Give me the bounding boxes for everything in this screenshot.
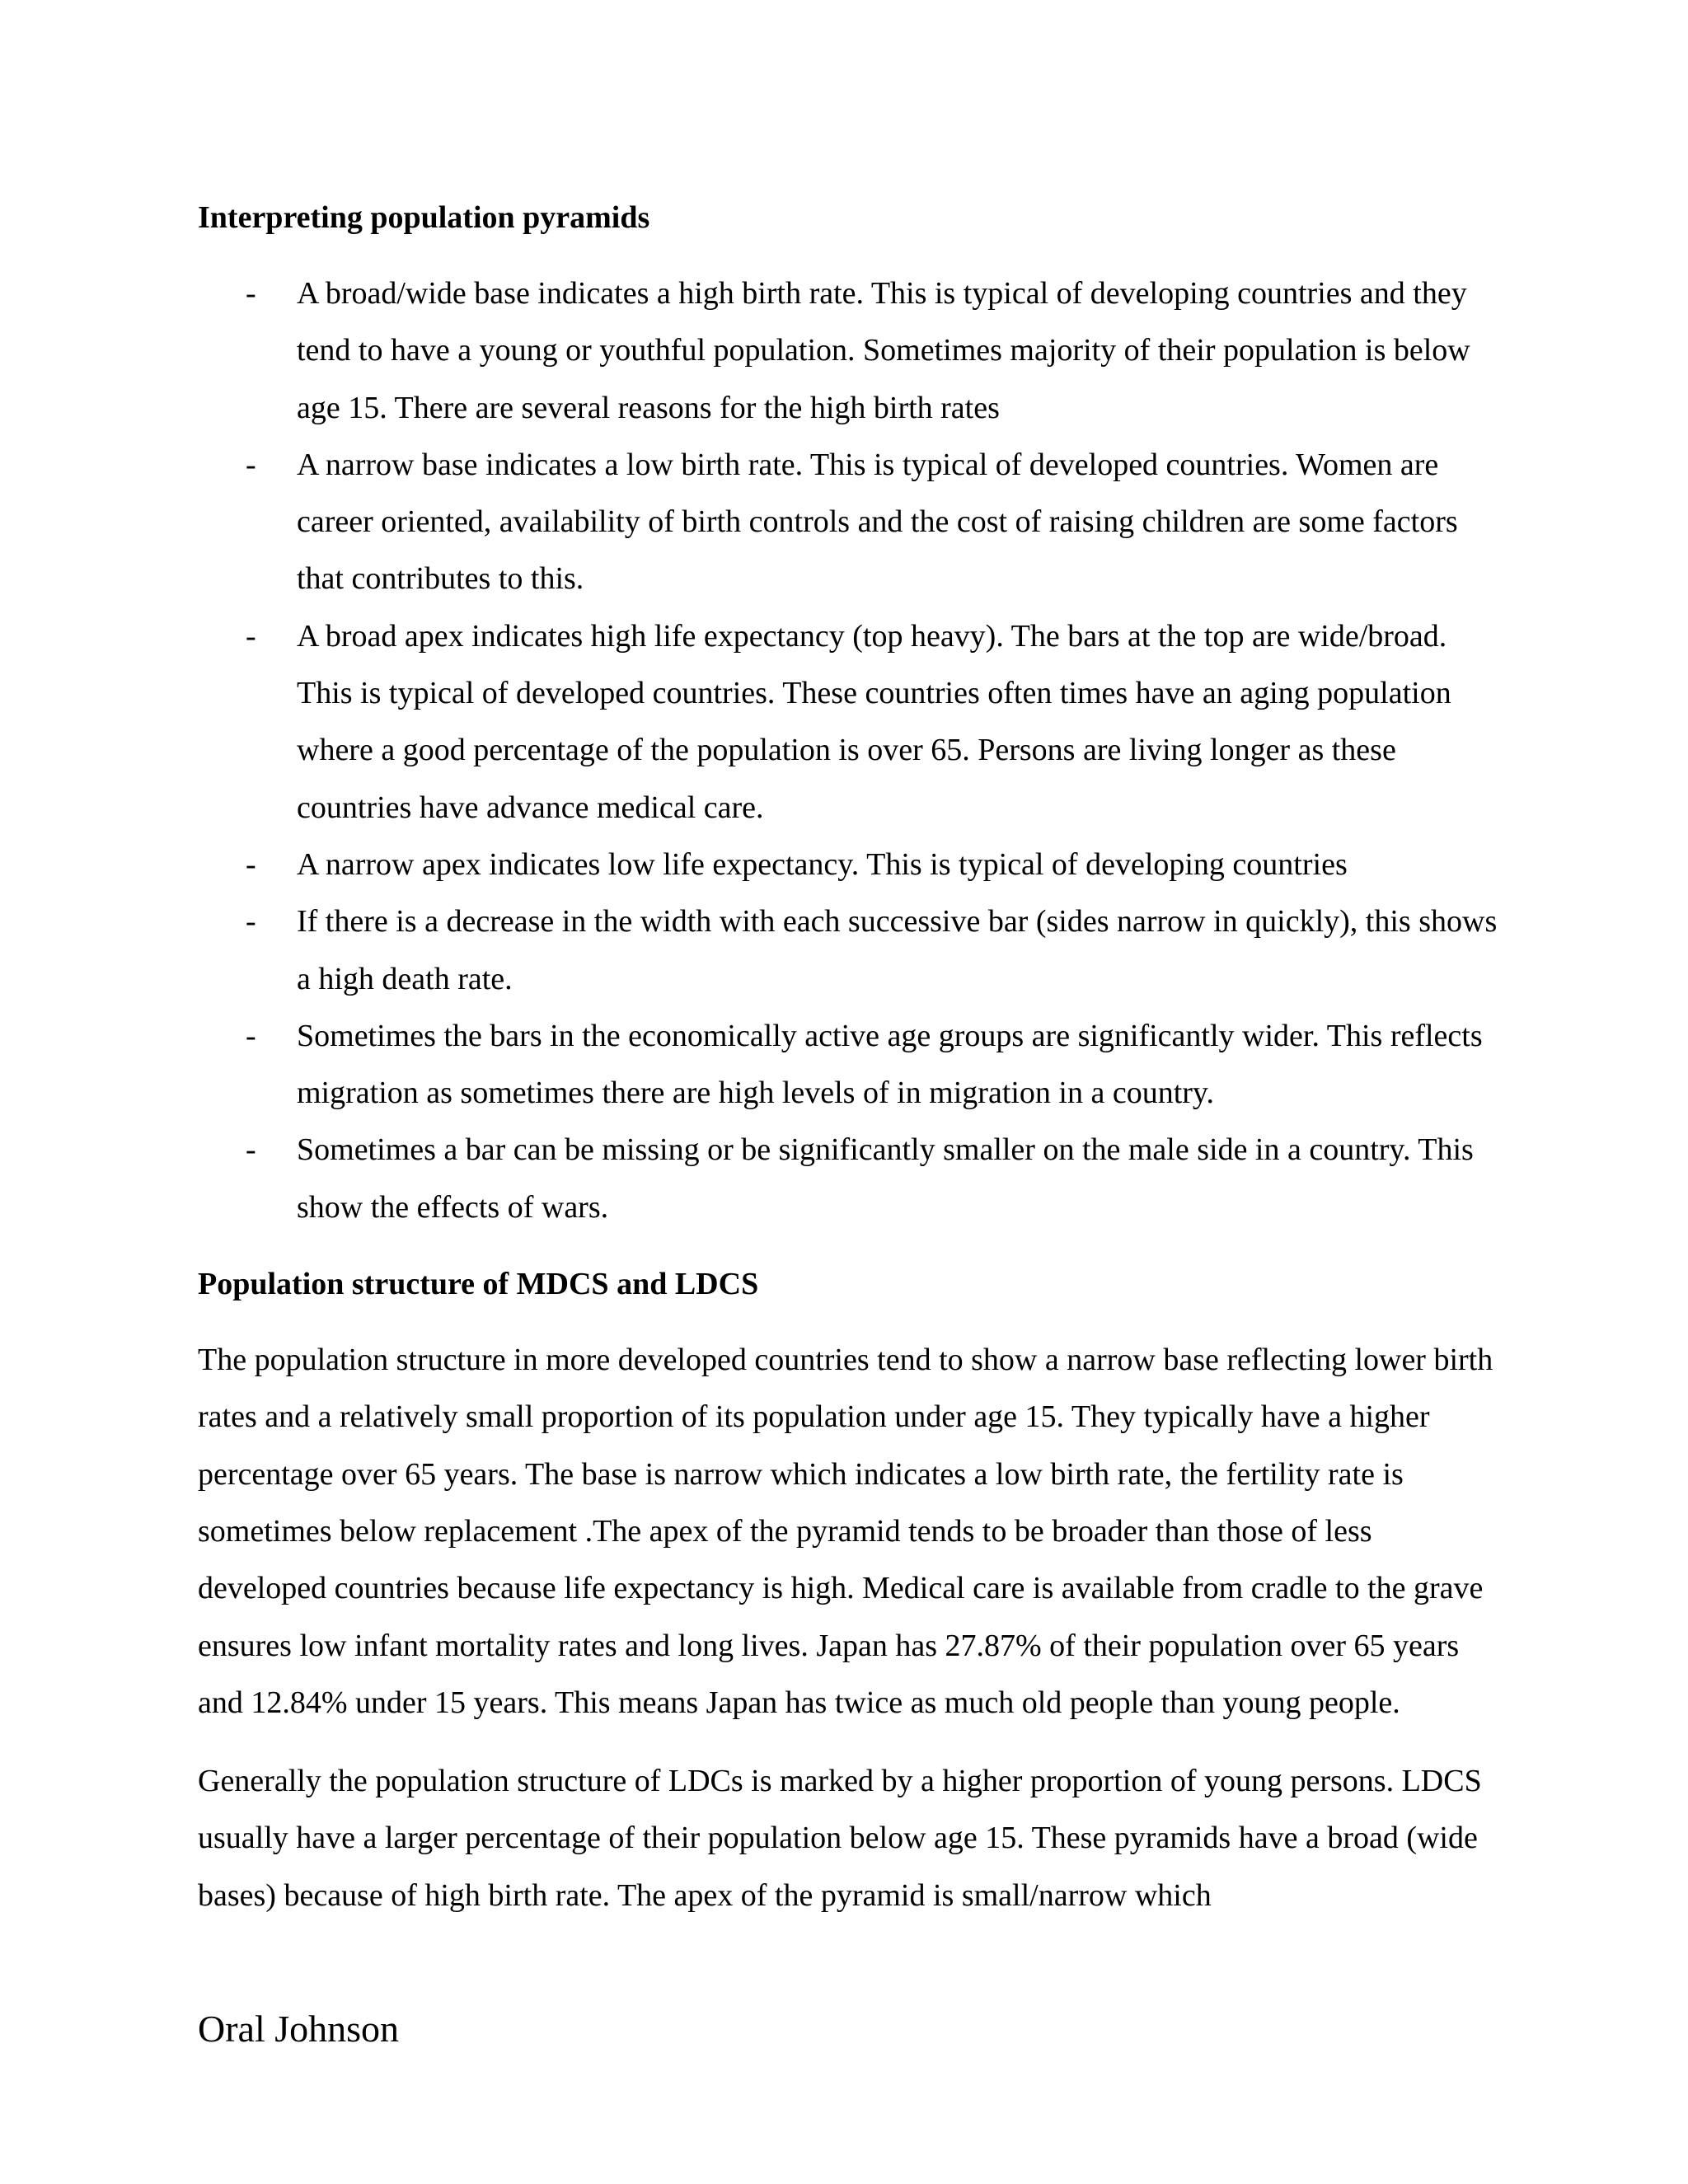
bullet-text: A broad apex indicates high life expectancy (top heavy). The bars at the top are wide/broad. This is typical of developed countries. These countries often times have an aging population where a good percentage of the population is over 65. Persons are living longer as these countries have advance medical care. (297, 618, 1451, 825)
bullet-dash: - (246, 1132, 256, 1168)
footer-author: Oral Johnson (198, 2008, 400, 2050)
bullet-item (198, 837, 1500, 893)
bullet-dash: - (246, 447, 256, 482)
bullet-text: Sometimes the bars in the economically active age groups are significantly wider. This reflects migration as sometimes there are high levels of in migration in a country. (297, 1018, 1483, 1111)
section-heading-pyramids: Interpreting population pyramids (198, 200, 650, 235)
bullet-item (198, 265, 1500, 437)
bullet-dash: - (246, 846, 256, 882)
document-body (198, 191, 1500, 1946)
bullet-text: A narrow apex indicates low life expectancy. This is typical of developing countries (297, 846, 1348, 882)
paragraph-ldcs: Generally the population structure of LDCs is marked by a higher proportion of young persons. LDCS usually have a larger percentage of their population below age 15. These pyramids have a broad (wide bases) because of high birth rate. The apex of the pyramid is small/narrow which (198, 1764, 1482, 1913)
bullet-item (198, 437, 1500, 608)
paragraph-mdcs: The population structure in more developed countries tend to show a narrow base reflecting lower birth rates and a relatively small proportion of its population under age 15. They typically have a higher percentage over 65 years. The base is narrow which indicates a low birth rate, the fertility rate is sometimes below replacement .The apex of the pyramid tends to be broader than those of less developed countries because life expectancy is high. Medical care is available from cradle to the grave ensures low infant mortality rates and long lives. Japan has 27.87% of their population over 65 years and 12.84% under 15 years. This means Japan has twice as much old people than young people. (198, 1343, 1493, 1720)
bullet-text: A broad/wide base indicates a high birth rate. This is typical of developing countries and they tend to have a young or youthful population. Sometimes majority of their population is below age 15. There are several reasons for the high birth rates (297, 276, 1470, 425)
bullet-dash: - (246, 276, 256, 311)
bullet-text: If there is a decrease in the width with each successive bar (sides narrow in quickly), this shows a high death rate. (297, 904, 1498, 996)
bullet-item (198, 608, 1500, 837)
bullet-dash: - (246, 904, 256, 940)
bullet-item (198, 893, 1500, 1008)
bullet-text: A narrow base indicates a low birth rate. This is typical of developed countries. Women are career oriented, availability of birth controls and the cost of raising children are some factors that contributes to this. (297, 447, 1458, 597)
bullet-dash: - (246, 618, 256, 654)
section-heading-structure: Population structure of MDCS and LDCS (198, 1267, 759, 1302)
bullet-item (198, 1008, 1500, 1122)
bullet-list (198, 265, 1500, 1236)
bullet-dash: - (246, 1018, 256, 1053)
bullet-text: Sometimes a bar can be missing or be significantly smaller on the male side in a country. This show the effects of wars. (297, 1132, 1474, 1225)
bullet-item (198, 1122, 1500, 1236)
